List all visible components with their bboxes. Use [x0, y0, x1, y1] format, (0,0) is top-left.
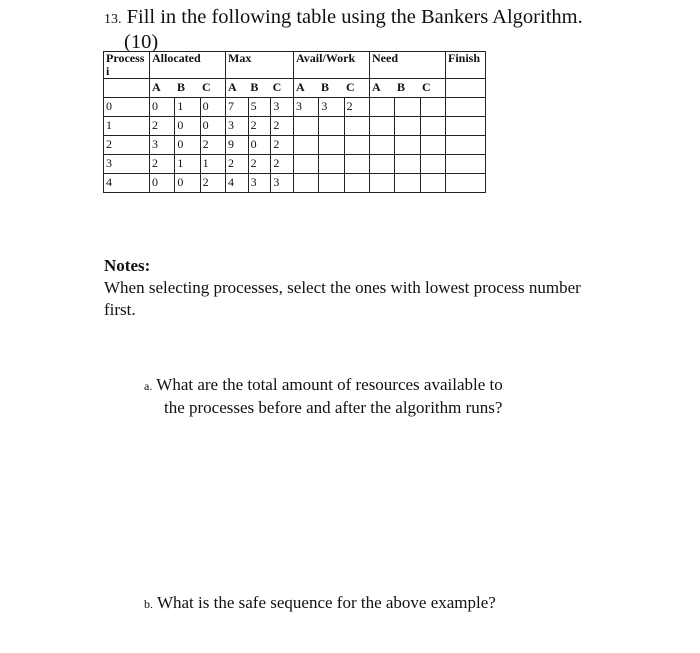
header-allocated: Allocated — [150, 52, 226, 79]
max-cell: 4 3 3 — [226, 174, 294, 193]
header-need: Need — [370, 52, 446, 79]
part-a-marker: a. — [144, 379, 153, 393]
question-title-line1: Fill in the following table using the Bankers Algorithm. — [126, 6, 583, 28]
part-a — [144, 374, 604, 419]
need-cell[interactable] — [370, 174, 446, 193]
header-process: Process i — [104, 52, 150, 79]
abc-need: A B C — [370, 79, 446, 98]
max-cell: 3 2 2 — [226, 117, 294, 136]
part-a-line2: the processes before and after the algorithm runs? — [164, 398, 503, 417]
max-cell: 9 0 2 — [226, 136, 294, 155]
process-id: 4 — [104, 174, 150, 193]
notes-section — [104, 255, 584, 321]
question-title-line2: (10) — [124, 31, 159, 53]
notes-heading: Notes: — [104, 256, 151, 275]
max-cell: 7 5 3 — [226, 98, 294, 117]
table-row — [104, 117, 486, 136]
need-cell[interactable] — [370, 136, 446, 155]
allocated-cell: 3 0 2 — [150, 136, 226, 155]
allocated-cell: 2 0 0 — [150, 117, 226, 136]
abc-avail: A B C — [294, 79, 370, 98]
finish-cell[interactable] — [446, 117, 486, 136]
part-b-text: What is the safe sequence for the above example? — [156, 593, 496, 612]
avail-cell[interactable] — [294, 174, 370, 193]
abc-allocated: A B C — [150, 79, 226, 98]
bankers-table — [103, 51, 486, 193]
table-row — [104, 174, 486, 193]
allocated-cell: 0 1 0 — [150, 98, 226, 117]
abc-finish — [446, 79, 486, 98]
process-id: 3 — [104, 155, 150, 174]
finish-cell[interactable] — [446, 174, 486, 193]
notes-body: When selecting processes, select the ones with lowest process number first. — [104, 278, 581, 319]
part-b-marker: b. — [144, 597, 153, 611]
finish-cell[interactable] — [446, 155, 486, 174]
part-b — [144, 592, 496, 615]
process-id: 1 — [104, 117, 150, 136]
abc-row-process — [104, 79, 150, 98]
table-row — [104, 155, 486, 174]
abc-max: A B C — [226, 79, 294, 98]
process-id: 2 — [104, 136, 150, 155]
finish-cell[interactable] — [446, 98, 486, 117]
header-avail: Avail/Work — [294, 52, 370, 79]
header-finish: Finish — [446, 52, 486, 79]
avail-cell[interactable] — [294, 155, 370, 174]
need-cell[interactable] — [370, 155, 446, 174]
header-max: Max — [226, 52, 294, 79]
question-number: 13. — [104, 12, 122, 27]
part-a-line1: What are the total amount of resources available to — [156, 375, 503, 394]
table-row — [104, 136, 486, 155]
allocated-cell: 0 0 2 — [150, 174, 226, 193]
avail-cell[interactable] — [294, 136, 370, 155]
need-cell[interactable] — [370, 98, 446, 117]
allocated-cell: 2 1 1 — [150, 155, 226, 174]
finish-cell[interactable] — [446, 136, 486, 155]
max-cell: 2 2 2 — [226, 155, 294, 174]
need-cell[interactable] — [370, 117, 446, 136]
question-title — [104, 6, 583, 53]
avail-cell[interactable] — [294, 117, 370, 136]
avail-cell: 3 3 2 — [294, 98, 370, 117]
table-row — [104, 98, 486, 117]
process-id: 0 — [104, 98, 150, 117]
